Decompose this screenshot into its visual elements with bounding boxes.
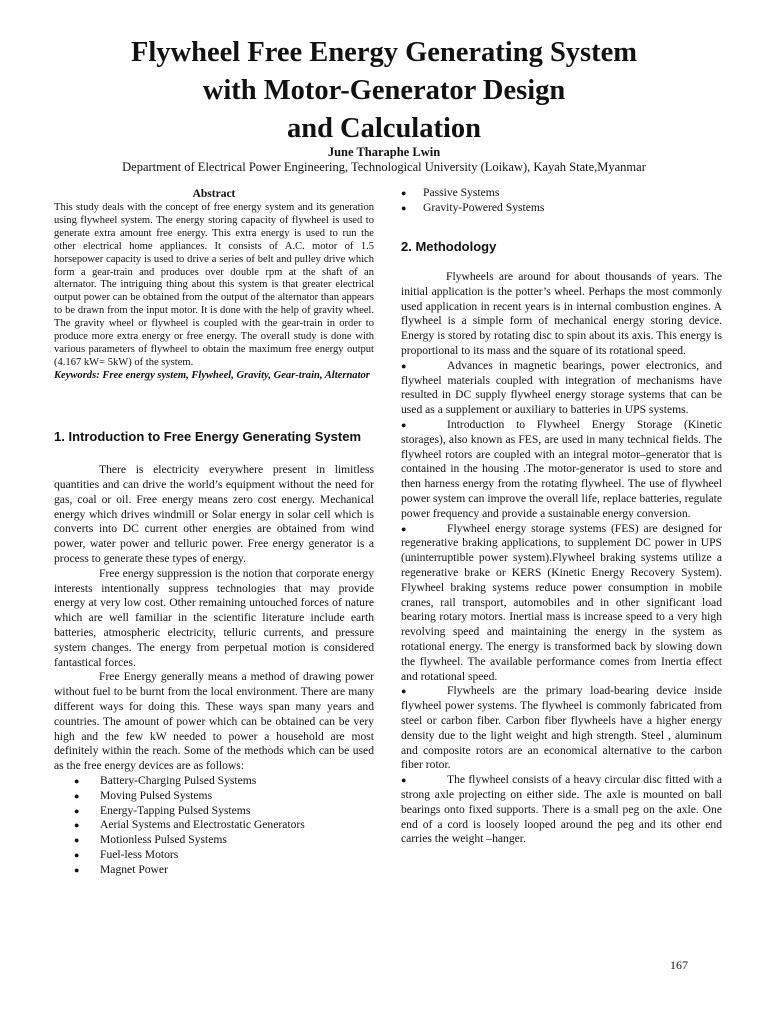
methodology-bullet: ● The flywheel consists of a heavy circular disc fitted with a strong axle projecting on either side. The axle is mounted on ball bearings onto fixed supports. There is a small peg on the axle. One end of a cord is loosely looped around the peg and its other end carries the weight –hanger. bbox=[401, 773, 722, 846]
bullet-icon: ● bbox=[401, 686, 407, 697]
bullet-icon: ● bbox=[401, 775, 407, 786]
bullet-icon: ● bbox=[74, 805, 80, 816]
right-column bbox=[401, 186, 722, 847]
methodology-bullet: ● Flywheels are the primary load-bearing device inside flywheel power systems. The flywheel is commonly fabricated from steel or carbon fiber. Carbon fiber flywheels have a higher energy density due to the light weight and high strength. Steel , aluminum and composite rotors are an economical alternative to the carbon fiber rotor. bbox=[401, 684, 722, 772]
free-energy-methods-list-continued bbox=[401, 186, 722, 216]
left-column bbox=[54, 186, 374, 878]
list-item: ● Battery-Charging Pulsed Systems bbox=[74, 773, 257, 787]
methodology-bullet: ● Advances in magnetic bearings, power electronics, and flywheel materials coupled with integration of mechanisms have resulted in DC supply flywheel energy storage systems that can be used as a supplement or auxiliary to batteries in UPS systems. bbox=[401, 358, 722, 417]
list-item: ● Aerial Systems and Electrostatic Generators bbox=[74, 818, 305, 832]
title-line-2: with Motor-Generator Design bbox=[202, 75, 566, 106]
methodology-bullet: ● Flywheel energy storage systems (FES) are designed for regenerative braking applications, to supplement DC power in UPS (uninterruptible power system).Flywheel braking systems utilize a regenerative brake or KERS (Kinetic Energy Recovery System). Flywheel braking systems reduce power consumption in mobile cranes, rail transport, automobiles and in other significant load bearing rotary motors. Inertial mass is increase speed to a very high revolving speed and maintaining the energy in the system as rotational energy. The energy is transformed back by slowing down the flywheel. The available performance comes from Inertia effect and rotational speed. bbox=[401, 521, 722, 683]
bullet-icon: ● bbox=[74, 775, 80, 786]
free-energy-methods-list bbox=[54, 774, 374, 878]
bullet-icon: ● bbox=[401, 360, 407, 371]
section-2-paragraph: Flywheels are around for about thousands of years. The initial application is the potter’s wheel. Perhaps the most commonly used application in recent years is in internal combustion engines. A flywheel is a simple form of mechanical energy storing device. Energy is stored by rotating disc to spin about its axis. This energy is proportional to its mass and the square of its rotational speed. bbox=[401, 270, 722, 358]
bullet-icon: ● bbox=[74, 790, 80, 801]
list-item: ● Moving Pulsed Systems bbox=[74, 788, 213, 802]
author-affiliation: Department of Electrical Power Engineering, Technological University (Loikaw), Kayah State,Myanmar bbox=[122, 160, 646, 174]
bullet-icon: ● bbox=[74, 835, 80, 846]
bullet-icon: ● bbox=[401, 188, 407, 198]
list-item: ● Fuel-less Motors bbox=[74, 847, 179, 861]
list-item: ● Gravity-Powered Systems bbox=[401, 200, 545, 214]
list-item: ● Energy-Tapping Pulsed Systems bbox=[74, 803, 251, 817]
bullet-icon: ● bbox=[74, 820, 80, 831]
section-1-paragraph: There is electricity everywhere present in limitless quantities and can drive the world’s equipment without the need for gas, coal or oil. Free energy means zero cost energy. Mechanical energy which drives windmill or Solar energy in solar cell which is converts into DC current other energies are obtained from wind power, water power and telluric power. Free energy generator is a process to generate these types of energy. bbox=[54, 463, 374, 565]
abstract-body: This study deals with the concept of free energy system and its generation using flywheel system. The energy storing capacity of flywheel is used to generate extra amount free energy. This extra energy is used to run the other electrical home appliances. It consists of A.C. motor of 1.5 horsepower capacity is used to drive a series of belt and pulley drive which form a gear-train and produces over double rpm at the shaft of an alternator. The intriguing thing about this system is that greater electrical output power can be obtained from the output of the alternator than appears to be drawn from the input motor. It is done with the help of gravity wheel. The gravity wheel or flywheel is coupled with the gear-train in order to produce more extra energy or free energy. The overall study is done with various parameters of flywheel to obtain the maximum free energy output (4.167 kW= 5kW) of the system. bbox=[54, 202, 374, 368]
page-number: 167 bbox=[670, 958, 688, 972]
bullet-icon: ● bbox=[401, 202, 407, 213]
author-name: June Tharaphe Lwin bbox=[327, 145, 441, 159]
section-1-heading: 1. Introduction to Free Energy Generating System bbox=[54, 428, 362, 444]
list-item: ● Magnet Power bbox=[74, 862, 168, 876]
title-line-1: Flywheel Free Energy Generating System bbox=[130, 37, 638, 68]
bullet-icon: ● bbox=[74, 864, 80, 875]
keywords: Keywords: Free energy system, Flywheel, Gravity, Gear-train, Alternator bbox=[54, 369, 370, 381]
section-1-paragraph: Free Energy generally means a method of drawing power without fuel to be burnt from the local environment. There are many different ways for doing this. These ways span many years and countries. The amount of power which can be obtained can be very high and the few kW needed to power a household are most definitely within the reach. Some of the methods which can be used as the free energy devices are as follows: bbox=[54, 670, 374, 773]
bullet-icon: ● bbox=[401, 420, 407, 431]
section-1-paragraph: Free energy suppression is the notion that corporate energy interests intentionally suppress technologies that may provide energy at very low cost. Other remaining untouched forces of nature which are well familiar in the scientific literature include earth batteries, atmospheric electricity, telluric currents, and pressure system changes. The energy from perpetual motion is considered fantastical forces. bbox=[54, 566, 374, 669]
bullet-icon: ● bbox=[401, 523, 407, 534]
methodology-bullet: ● Introduction to Flywheel Energy Storage (Kinetic storages), also known as FES, are used in many technical fields. The flywheel rotors are coupled with an integral motor–generator that is contained in the housing .The motor-generator is used to store and then harness energy from the rotating flywheel. The use of flywheel power system can improve the overall life, replace batteries, regulate power frequency and provide a sustainable energy conversion. bbox=[401, 418, 722, 520]
abstract-heading: Abstract bbox=[192, 188, 236, 200]
list-item: ● Motionless Pulsed Systems bbox=[74, 833, 227, 847]
list-item: ● Passive Systems bbox=[401, 186, 500, 199]
section-2-heading: 2. Methodology bbox=[401, 238, 497, 254]
title-line-3: and Calculation bbox=[286, 113, 481, 144]
paper-title bbox=[0, 34, 768, 148]
bullet-icon: ● bbox=[74, 849, 80, 860]
